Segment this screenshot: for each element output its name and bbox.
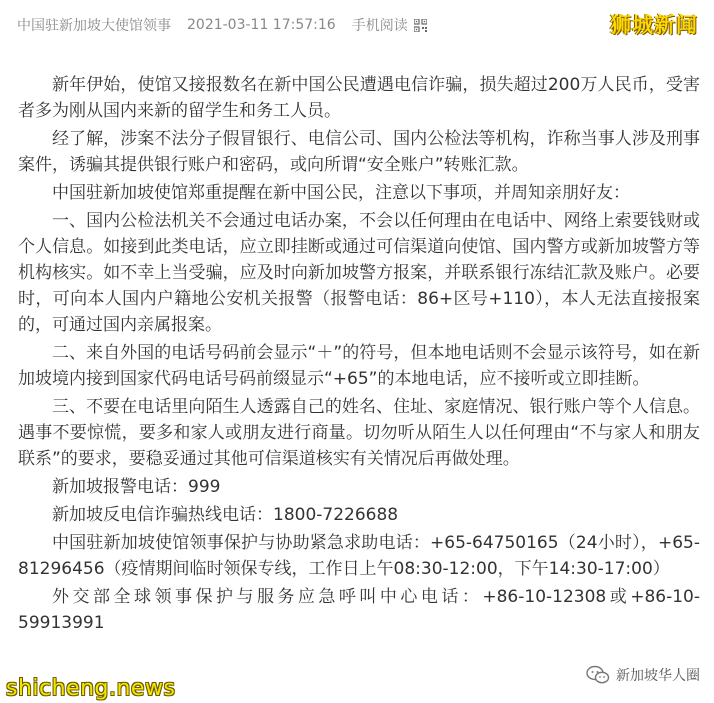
article-paragraph: 新年伊始，使馆又接报数名在新中国公民遭遇电信诈骗，损失超过200万人民币，受害者多为刚从国内来新的留学生和务工人员。 (18, 75, 700, 121)
mobile-read-button[interactable] (352, 15, 427, 35)
article-meta-bar (17, 12, 427, 38)
article-paragraph: 二、来自外国的电话号码前会显示“＋”的符号，但本地电话则不会显示该符号，如在新加坡境内接到国家代码电话号码前缀显示“+65”的本地电话，应不接听或立即挂断。 (18, 343, 700, 389)
wechat-icon (586, 665, 610, 685)
article-body (18, 72, 700, 638)
source-name: 中国驻新加坡大使馆领事 (17, 18, 171, 34)
publish-timestamp: 2021-03-11 17:57:16 (187, 17, 336, 33)
article-paragraph: 新加坡报警电话：999 (52, 477, 221, 497)
article-paragraph: 外交部全球领事保护与服务应急呼叫中心电话：+86-10-12308或+86-10-59913991 (18, 587, 700, 633)
article-paragraph: 经了解，涉案不法分子假冒银行、电信公司、国内公检法等机构，诈称当事人涉及刑事案件，诱骗其提供银行账户和密码，或向所谓“安全账户”转账汇款。 (18, 129, 700, 175)
brand-watermark: 狮城新闻 (610, 13, 698, 37)
qr-code-icon (414, 19, 427, 32)
article-paragraph: 中国驻新加坡使馆郑重提醒在新中国公民，注意以下事项，并周知亲朋好友： (52, 183, 630, 203)
wechat-account-watermark (582, 663, 704, 687)
article-paragraph: 一、国内公检法机关不会通过电话办案，不会以任何理由在电话中、网络上索要钱财或个人信息。如接到此类电话，应立即挂断或通过可信渠道向使馆、国内警方或新加坡警方等机构核实。如不幸上当受骗，应及时向新加坡警方报案，并联系银行冻结汇款及账户。必要时，可向本人国内户籍地公安机关报警（报警电话：86+区号+110），本人无法直接报案的，可通过国内亲属报案。 (18, 211, 700, 335)
site-watermark: shicheng.news (6, 676, 176, 701)
mobile-read-label: 手机阅读 (351, 18, 408, 34)
article-paragraph: 中国驻新加坡使馆领事保护与协助紧急求助电话：+65-64750165（24小时），+65-81296456（疫情期间临时领保专线，工作日上午08:30-12:00，下午14:30-17:00） (18, 533, 700, 579)
article-paragraph: 三、不要在电话里向陌生人透露自己的姓名、住址、家庭情况、银行账户等个人信息。遇事不要惊慌，要多和家人或朋友进行商量。切勿听从陌生人以任何理由“不与家人和朋友联系”的要求，要稳妥通过其他可信渠道核实有关情况后再做处理。 (18, 397, 700, 469)
article-paragraph: 新加坡反电信诈骗热线电话：1800-7226688 (52, 505, 399, 525)
wechat-account-name: 新加坡华人圈 (616, 668, 700, 684)
